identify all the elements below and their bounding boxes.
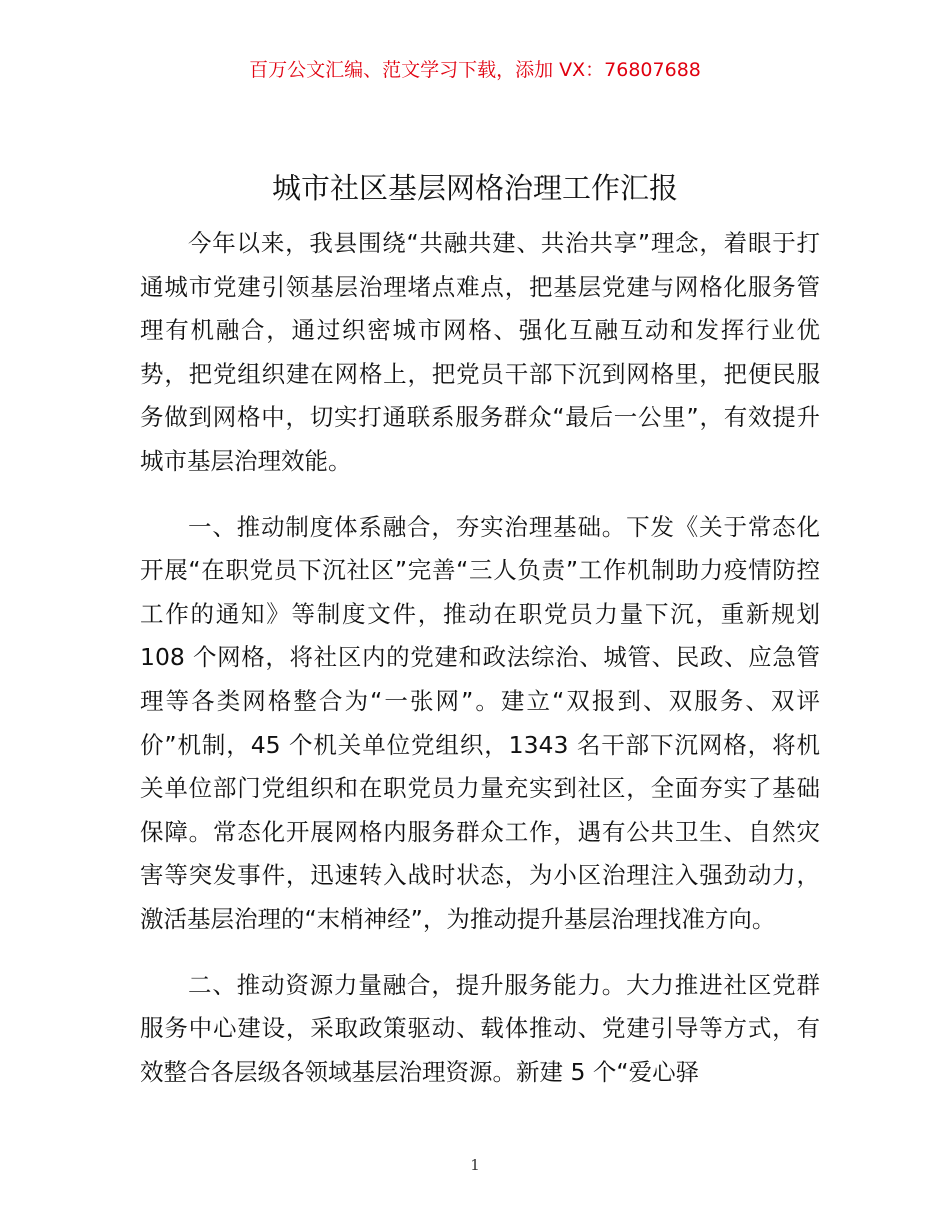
paragraph-section-1: 一、推动制度体系融合，夯实治理基础。下发《关于常态化开展“在职党员下沉社区”完善“三人负责”工作机制助力疫情防控工作的通知》等制度文件，推动在职党员力量下沉，重新规划 108 个网格，将社区内的党建和政法综治、城管、民政、应急管理等各类网格整合为“一张网”。建立“双报到、双服务、双评价”机制，45 个机关单位党组织，1343 名干部下沉网格，将机关单位部门党组织和在职党员力量充实到社区，全面夯实了基础保障。常态化开展网格内服务群众工作，遇有公共卫生、自然灾害等突发事件，迅速转入战时状态，为小区治理注入强劲动力，激活基层治理的“末梢神经”，为推动提升基层治理找准方向。 [140,512,820,933]
paragraph-section-2: 二、推动资源力量融合，提升服务能力。大力推进社区党群服务中心建设，采取政策驱动、载体推动、党建引导等方式，有效整合各层级各领域基层治理资源。新建 5 个“爱心驿 [140,970,820,1086]
paragraph-intro: 今年以来，我县围绕“共融共建、共治共享”理念，着眼于打通城市党建引领基层治理堵点难点，把基层党建与网格化服务管理有机融合，通过织密城市网格、强化互融互动和发挥行业优势，把党组织建在网格上，把党员干部下沉到网格里，把便民服务做到网格中，切实打通联系服务群众“最后一公里”，有效提升城市基层治理效能。 [140,229,820,475]
document-body [140,222,820,1094]
document-title: 城市社区基层网格治理工作汇报 [271,171,678,205]
page-number: 1 [470,1156,480,1174]
watermark-header: 百万公文汇编、范文学习下载，添加 VX：76807688 [249,59,701,81]
